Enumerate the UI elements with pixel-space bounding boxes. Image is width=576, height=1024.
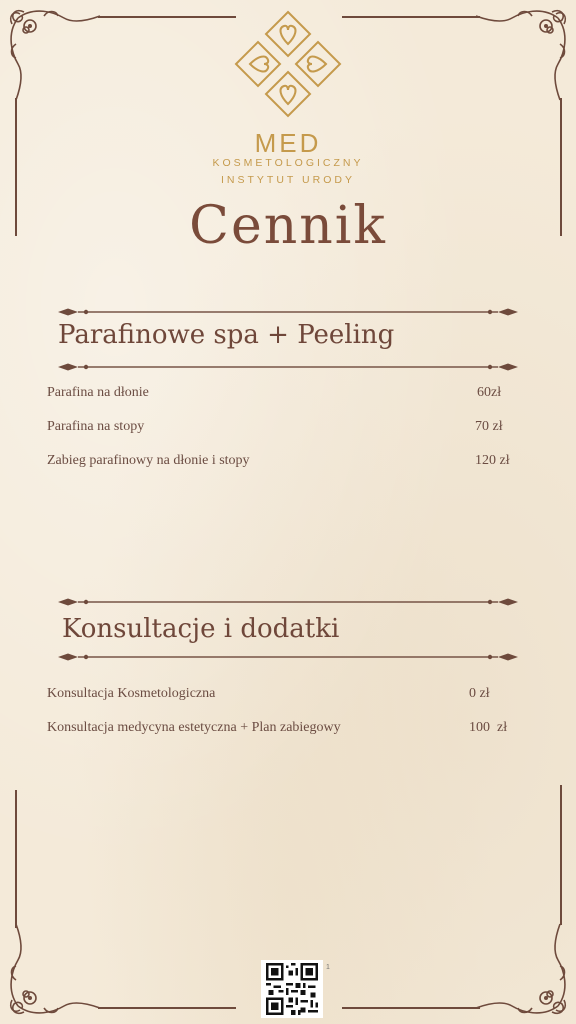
page-title: Cennik <box>189 196 387 256</box>
service-price: 120 zł <box>475 453 510 468</box>
frame-line-right-lower <box>560 785 562 925</box>
price-row <box>47 686 527 708</box>
ornamental-divider-icon <box>58 652 518 662</box>
service-name: Parafina na stopy <box>47 419 145 434</box>
frame-line-top-right <box>342 16 480 18</box>
ornamental-divider-icon <box>58 307 518 317</box>
brand-subtitle-line-2: INSTYTUT URODY <box>221 174 355 186</box>
service-name: Konsultacja medycyna estetyczna + Plan zabiegowy <box>47 720 341 735</box>
ornament-corner-top-right-icon <box>452 4 572 114</box>
price-row <box>47 385 527 407</box>
qr-mark: 1 <box>326 964 330 971</box>
frame-line-left-lower <box>15 790 17 928</box>
ornamental-divider-icon <box>58 362 518 372</box>
service-name: Konsultacja Kosmetologiczna <box>47 686 216 701</box>
section-title: Parafinowe spa + Peeling <box>58 320 395 350</box>
qr-code-icon[interactable] <box>261 960 323 1018</box>
ornament-corner-bottom-left-icon <box>4 910 124 1020</box>
service-price: 100 zł <box>469 720 508 735</box>
service-price: 70 zł <box>475 419 503 434</box>
frame-line-top-left <box>98 16 236 18</box>
service-name: Zabieg parafinowy na dłonie i stopy <box>47 453 250 468</box>
ornament-corner-bottom-right-icon <box>452 910 572 1020</box>
frame-line-bottom-left <box>98 1007 236 1009</box>
price-row <box>47 419 527 441</box>
price-row <box>47 453 527 475</box>
heart-clover-logo-icon <box>230 8 346 120</box>
frame-line-bottom-right <box>342 1007 480 1009</box>
service-price: 60zł <box>477 385 502 400</box>
ornamental-divider-icon <box>58 597 518 607</box>
ornament-corner-top-left-icon <box>4 4 124 114</box>
price-row <box>47 720 527 742</box>
service-name: Parafina na dłonie <box>47 385 149 400</box>
brand-subtitle-line-1: KOSMETOLOGICZNY <box>212 157 364 169</box>
brand-name: MED <box>254 128 322 158</box>
section-title: Konsultacje i dodatki <box>62 614 340 644</box>
service-price: 0 zł <box>469 686 490 701</box>
